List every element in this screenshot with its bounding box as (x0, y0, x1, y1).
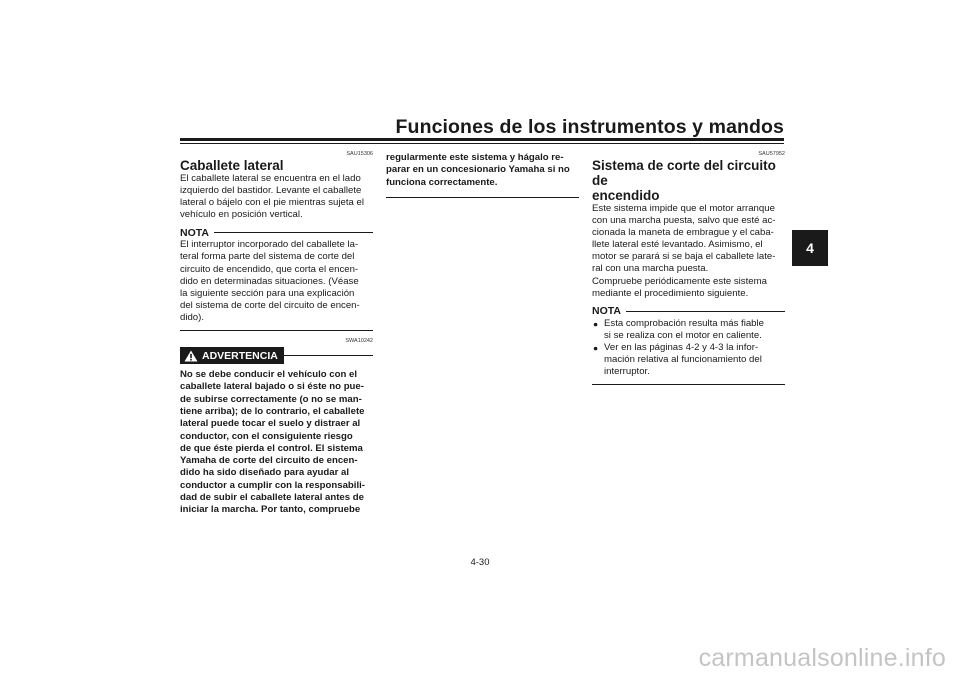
note-end-rule (592, 384, 785, 385)
text-line: con una marcha puesta, salvo que esté ac- (592, 215, 776, 227)
page-number: 4-30 (470, 557, 490, 568)
text-line: la siguiente sección para una explicación (180, 287, 355, 299)
text-line: cionada la maneta de embrague y el caba- (592, 227, 774, 239)
text-line: teral forma parte del sistema de corte del (180, 251, 355, 263)
text-line: circuito de encendido, que corta el encen- (180, 263, 359, 275)
text-line: de subirse correctamente (o no se man- (180, 393, 362, 405)
text-line: mación relativa al funcionamiento del (604, 354, 762, 366)
text-line: lateral puede tocar el suelo y distraer al (180, 418, 361, 430)
note-header (180, 226, 373, 239)
text-line: Esta comprobación resulta más fiable (604, 317, 764, 329)
chapter-tab: 4 (792, 230, 828, 266)
text-line: dido en determinadas situaciones. (Véase (180, 275, 359, 287)
text-line: mediante el procedimiento siguiente. (592, 287, 749, 299)
text-line: El caballete lateral se encuentra en el lado (180, 173, 361, 184)
text-line: si se realiza con el motor en caliente. (604, 329, 762, 341)
text-line: Ver en las páginas 4-2 y 4-3 la infor- (604, 341, 759, 353)
bullet-icon: ● (593, 318, 599, 329)
heading-line: encendido (592, 188, 660, 203)
text-line: funciona correctamente. (386, 176, 498, 188)
warning-triangle-icon (184, 350, 198, 362)
section-code: SAU57952 (758, 151, 785, 157)
section-heading-side-stand: Caballete lateral (180, 158, 284, 173)
note-rule (214, 232, 373, 233)
page-header-title: Funciones de los instrumentos y mandos (395, 116, 784, 138)
bullet-icon: ● (593, 342, 599, 353)
text-line: Compruebe periódicamente este sistema (592, 275, 767, 287)
note-header (592, 305, 785, 318)
note-end-rule (180, 330, 373, 331)
text-line: del sistema de corte del circuito de encen- (180, 299, 360, 311)
header-rule (180, 138, 784, 141)
warning-body-continued (386, 152, 579, 189)
warning-label: ADVERTENCIA (202, 349, 278, 362)
warning-code: SWA10242 (345, 338, 373, 345)
warning-header (180, 347, 373, 364)
column-2 (386, 152, 579, 198)
side-stand-paragraph (180, 173, 373, 221)
note-body (180, 239, 373, 324)
text-line: interruptor. (604, 366, 650, 378)
list-item (592, 342, 785, 378)
text-line: izquierdo del bastidor. Levante el caballete (180, 185, 362, 197)
text-line: No se debe conducir el vehículo con el (180, 369, 357, 381)
warning-body (180, 369, 373, 517)
text-line: iniciar la marcha. Por tanto, compruebe (180, 504, 361, 516)
text-line: llete lateral esté levantado. Asimismo, el (592, 239, 763, 251)
text-line: tiene arriba); de lo contrario, el caballete (180, 405, 365, 417)
column-3 (592, 150, 785, 385)
header-rule-thin (180, 143, 784, 144)
ignition-cutoff-paragraph (592, 203, 785, 300)
text-line: conductor a cumplir con la responsabili- (180, 479, 365, 491)
note-label: NOTA (180, 226, 209, 239)
text-line: parar en un concesionario Yamaha si no (386, 164, 570, 176)
watermark: carmanualsonline.info (698, 644, 946, 672)
text-line: caballete lateral bajado o si éste no pue- (180, 381, 364, 393)
text-line: de que éste pierda el control. El sistema (180, 442, 363, 454)
text-line: motor se parará si se baja el caballete late- (592, 251, 776, 263)
text-line: ral con una marcha puesta. (592, 263, 709, 275)
warning-rule (284, 355, 373, 356)
text-line: dad de subir el caballete lateral antes de (180, 492, 364, 503)
text-line: lateral o bájelo con el pie mientras sujeta el (180, 197, 364, 209)
note-bullet-list (592, 318, 785, 378)
heading-line: Sistema de corte del circuito de (592, 158, 776, 188)
note-label: NOTA (592, 305, 621, 318)
warning-end-rule (386, 197, 579, 199)
text-line: dido). (180, 311, 204, 323)
text-line: Yamaha de corte del circuito de encen- (180, 455, 358, 467)
section-code: SAU15306 (346, 151, 373, 157)
text-line: conductor, con el consiguiente riesgo (180, 430, 353, 442)
warning-badge (180, 347, 284, 364)
section-heading-ignition-cutoff (592, 158, 785, 203)
text-line: Este sistema impide que el motor arranque (592, 203, 775, 214)
text-line: vehículo en posición vertical. (180, 209, 303, 221)
list-item (592, 318, 785, 342)
text-line: regularmente este sistema y hágalo re- (386, 152, 564, 163)
text-line: dido ha sido diseñado para ayudar al (180, 467, 349, 479)
note-rule (626, 311, 785, 312)
text-line: El interruptor incorporado del caballete la- (180, 239, 359, 251)
column-1 (180, 150, 373, 517)
